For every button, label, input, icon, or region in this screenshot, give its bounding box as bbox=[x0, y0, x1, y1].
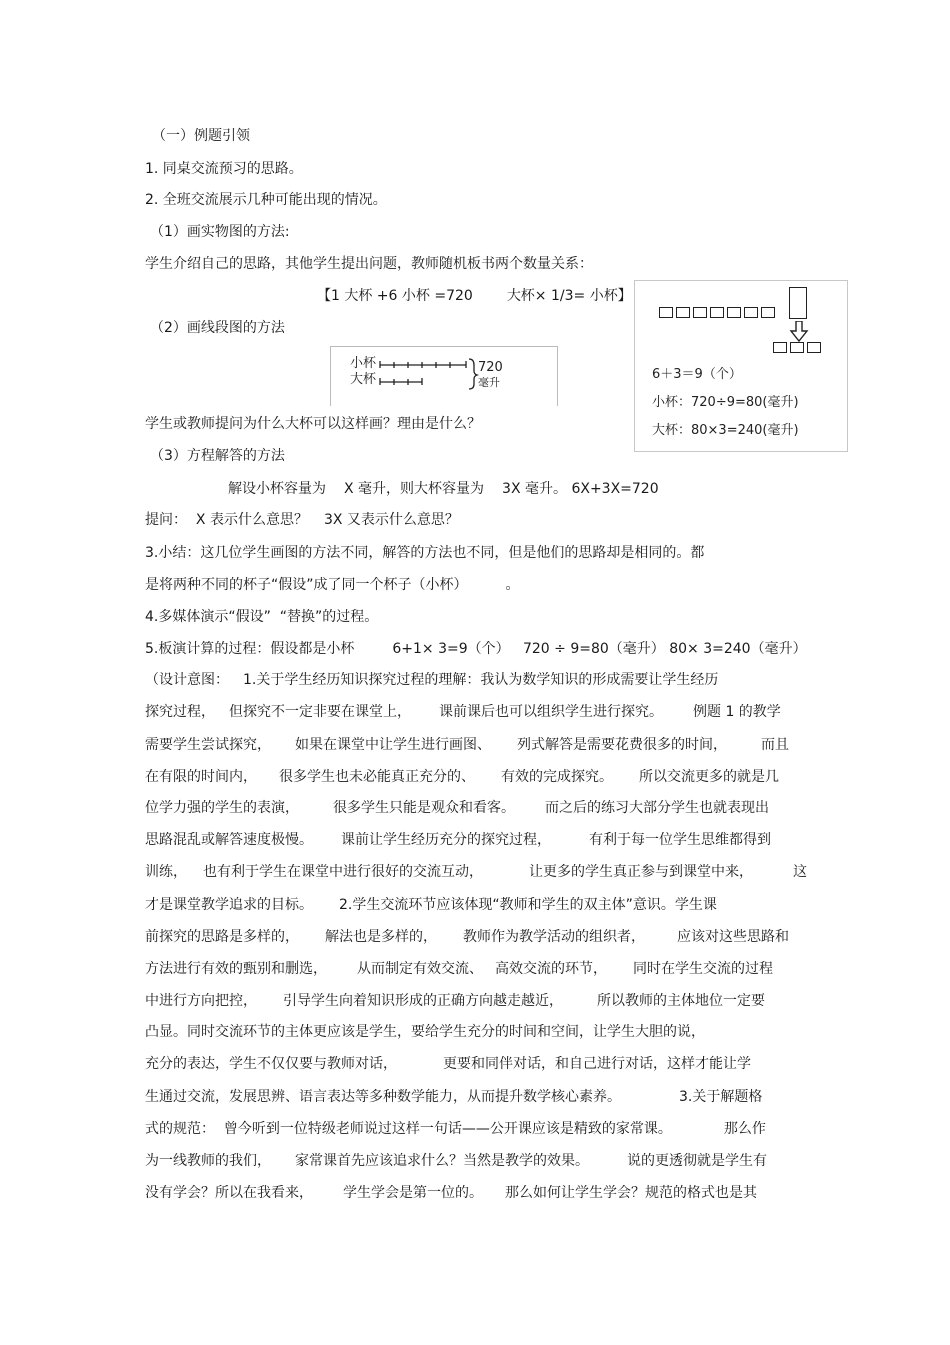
text-line: 训练， 也有利于学生在课堂中进行很好的交流互动， 让更多的学生真正参与到课堂中来， 这 bbox=[145, 864, 807, 880]
text-line: 在有限的时间内， 很多学生也未必能真正充分的、 有效的完成探究。 所以交流更多的就是几 bbox=[145, 769, 779, 785]
text-line: 学生或教师提问为什么大杯可以这样画？理由是什么？ bbox=[145, 416, 481, 432]
text-line: 为一线教师的我们， 家常课首先应该追求什么？当然是教学的效果。 说的更透彻就是学生有 bbox=[145, 1153, 767, 1169]
big-cup-box bbox=[789, 287, 807, 319]
equation-line: 解设小杯容量为 X 毫升，则大杯容量为 3X 毫升。 6X+3X=720 bbox=[228, 481, 659, 497]
subheading-physical-drawing: （1）画实物图的方法: bbox=[150, 224, 290, 240]
small-cup-box bbox=[676, 307, 690, 318]
text-line: 中进行方向把控， 引导学生向着知识形成的正确方向越走越近， 所以教师的主体地位一定要 bbox=[145, 993, 765, 1009]
small-cup-box bbox=[761, 307, 775, 318]
text-line: 1. 同桌交流预习的思路。 bbox=[145, 161, 303, 177]
big-cup-formula: 大杯：80×3=240(毫升) bbox=[652, 423, 799, 438]
text-line: 学生介绍自己的思路，其他学生提出问题，教师随机板书两个数量关系： bbox=[145, 256, 593, 272]
subheading-segment-drawing: （2）画线段图的方法 bbox=[150, 320, 285, 336]
text-line: 思路混乱或解答速度极慢。 课前让学生经历充分的探究过程， 有利于每一位学生思维都得到 bbox=[145, 832, 771, 848]
count-formula: 6＋3＝9（个） bbox=[652, 367, 742, 382]
subheading-equation: （3）方程解答的方法 bbox=[150, 448, 285, 464]
text-line: 5.板演计算的过程：假设都是小杯 6+1× 3=9（个） 720 ÷ 9=80（毫升） 80× 3=240（毫升） bbox=[145, 641, 807, 657]
small-cup-box bbox=[790, 342, 804, 353]
text-line: 探究过程， 但探究不一定非要在课堂上， 课前课后也可以组织学生进行探究。 例题 1 的教学 bbox=[145, 704, 781, 720]
big-cup-label: 大杯 bbox=[350, 372, 377, 387]
small-cup-box bbox=[693, 307, 707, 318]
text-line: 没有学会？所以在我看来， 学生学会是第一位的。 那么如何让学生学会？规范的格式也是其 bbox=[145, 1185, 757, 1201]
small-cup-box bbox=[744, 307, 758, 318]
text-line: （设计意图： 1.关于学生经历知识探究过程的理解：我认为数学知识的形成需要让学生经历 bbox=[145, 672, 719, 688]
segment-lines bbox=[330, 346, 558, 406]
text-line: 生通过交流，发展思辨、语言表达等多种数学能力，从而提升数学核心素养。 3.关于解题格 bbox=[145, 1089, 763, 1105]
text-line: 4.多媒体演示“假设” “替换”的过程。 bbox=[145, 609, 379, 625]
text-line: 充分的表达，学生不仅仅要与教师对话， 更要和同伴对话，和自己进行对话，这样才能让学 bbox=[145, 1056, 751, 1072]
segment-diagram bbox=[330, 346, 558, 406]
text-line: 才是课堂教学追求的目标。 2.学生交流环节应该体现“教师和学生的双主体”意识。学生课 bbox=[145, 897, 717, 913]
unit-label: 毫升 bbox=[478, 376, 500, 389]
total-label: 720 bbox=[478, 360, 503, 375]
text-line: 3.小结：这几位学生画图的方法不同，解答的方法也不同，但是他们的思路却是相同的。都 bbox=[145, 545, 705, 561]
small-cup-formula: 小杯：720÷9=80(毫升) bbox=[652, 395, 799, 410]
text-line: 式的规范： 曾今听到一位特级老师说过这样一句话——公开课应该是精致的家常课。 那么作 bbox=[145, 1121, 766, 1137]
object-drawing-figure bbox=[634, 280, 848, 452]
text-line: 提问： X 表示什么意思？ 3X 又表示什么意思？ bbox=[145, 512, 459, 528]
text-line: 凸显。同时交流环节的主体更应该是学生，要给学生充分的时间和空间，让学生大胆的说， bbox=[145, 1024, 705, 1040]
text-line: 位学力强的学生的表演， 很多学生只能是观众和看客。 而之后的练习大部分学生也就表现出 bbox=[145, 800, 769, 816]
text-line: 是将两种不同的杯子“假设”成了同一个杯子（小杯） 。 bbox=[145, 577, 520, 593]
text-line: 2. 全班交流展示几种可能出现的情况。 bbox=[145, 192, 387, 208]
section-heading: （一）例题引领 bbox=[152, 128, 250, 144]
small-cup-box bbox=[727, 307, 741, 318]
text-line: 方法进行有效的甄别和删选， 从而制定有效交流、 高效交流的环节， 同时在学生交流的过程 bbox=[145, 961, 773, 977]
small-cup-box bbox=[807, 342, 821, 353]
quantity-relation: 【1 大杯 +6 小杯 =720 大杯× 1/3= 小杯】 bbox=[317, 288, 632, 304]
small-cup-box bbox=[659, 307, 673, 318]
text-line: 前探究的思路是多样的， 解法也是多样的， 教师作为教学活动的组织者， 应该对这些思路和 bbox=[145, 929, 789, 945]
small-cup-box bbox=[710, 307, 724, 318]
text-line: 需要学生尝试探究， 如果在课堂中让学生进行画图、 列式解答是需要花费很多的时间， 而且 bbox=[145, 737, 789, 753]
down-arrow-icon bbox=[787, 321, 811, 343]
small-cup-box bbox=[773, 342, 787, 353]
small-cup-label: 小杯 bbox=[350, 356, 377, 371]
